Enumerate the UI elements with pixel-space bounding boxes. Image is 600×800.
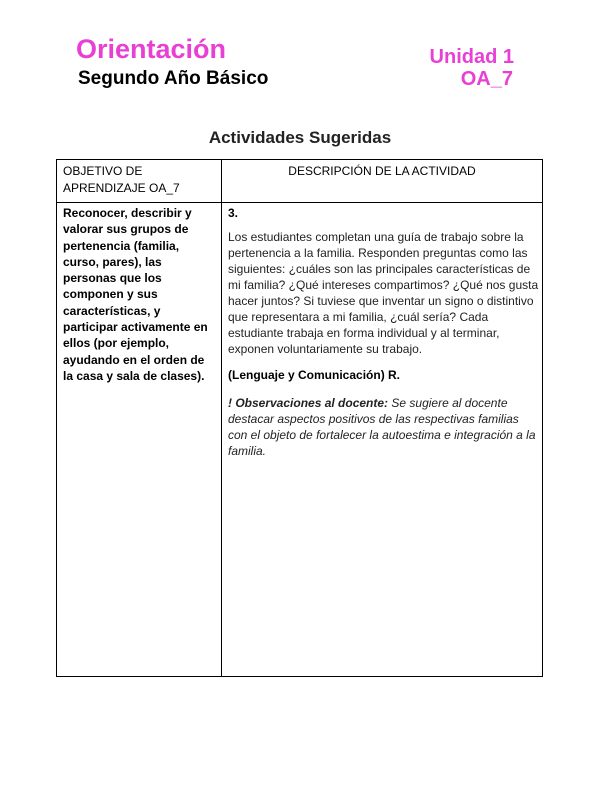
- grade-title: Segundo Año Básico: [78, 68, 269, 89]
- description-column-header: DESCRIPCIÓN DE LA ACTIVIDAD: [288, 164, 476, 178]
- section-title: Actividades Sugeridas: [208, 128, 392, 147]
- activity-body: Los estudiantes completan una guía de trabajo sobre la pertenencia a la familia. Responden preguntas como las siguientes: ¿cuáles son las principales características de mi familia? ¿Qué intereses compartimos? ¿Qué nos gusta hacer juntos? Si tuviese que inventar un signo o distintivo que representara a mi familia, ¿cuál sería? Cada estudiante trabaja en forma individual y al terminar, exponen voluntariamente su trabajo.: [228, 230, 539, 356]
- observations-text: Se sugiere al docente destacar aspectos positivos de las respectivas familias con el objeto de fortalecer la autoestima e integración a la familia.: [228, 396, 536, 458]
- activity-number: 3.: [228, 206, 239, 220]
- observations-label: ! Observaciones al docente:: [228, 396, 389, 410]
- objective-column-header: OBJETIVO DE APRENDIZAJE OA_7: [63, 164, 180, 195]
- subject-title: Orientación: [76, 34, 227, 64]
- unit-label: Unidad 1: [429, 46, 514, 68]
- teacher-observations: [228, 395, 540, 459]
- oa-label: OA_7: [460, 68, 513, 90]
- row-divider: [57, 202, 542, 203]
- column-divider: [221, 160, 222, 676]
- activity-description-cell: [228, 205, 540, 459]
- activity-subject-area: (Lenguaje y Comunicación) R.: [228, 368, 401, 382]
- learning-objective-text: Reconocer, describir y valorar sus grupos de pertenencia (familia, curso, pares), las personas que los componen y sus características, y participar activamente en ellos (por ejemplo, ayudando en el orden de la casa y sala de clases).: [63, 206, 208, 383]
- activity-table: [56, 159, 543, 677]
